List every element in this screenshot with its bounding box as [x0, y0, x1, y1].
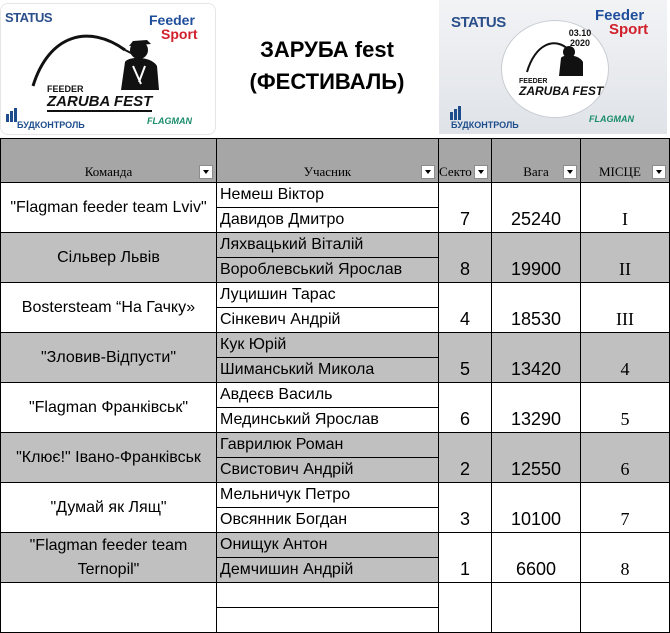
table-row: [1, 533, 670, 558]
empty-weight-cell[interactable]: [492, 583, 581, 633]
event-logo-name: ZARUBA FEST: [47, 93, 153, 110]
place-cell[interactable]: 6: [581, 433, 670, 483]
member-cell[interactable]: Мединський Ярослав: [217, 408, 439, 433]
column-header-team: [1, 139, 217, 183]
filter-dropdown-icon[interactable]: [199, 165, 213, 179]
empty-member-cell[interactable]: [217, 583, 439, 608]
event-logo-left: [0, 3, 216, 135]
place-cell[interactable]: III: [581, 283, 670, 333]
weight-cell[interactable]: 18530: [492, 283, 581, 333]
member-cell[interactable]: Авдеєв Василь: [217, 383, 439, 408]
weight-cell[interactable]: 13420: [492, 333, 581, 383]
sector-cell[interactable]: 4: [439, 283, 492, 333]
column-header-label: Секто: [439, 164, 472, 179]
filter-dropdown-icon[interactable]: [474, 165, 488, 179]
angler-icon: [525, 36, 587, 76]
event-logo-name: ZARUBA FEST: [519, 84, 604, 98]
empty-row: [1, 583, 670, 608]
member-cell[interactable]: Вороблевський Ярослав: [217, 258, 439, 283]
place-cell[interactable]: 7: [581, 483, 670, 533]
sector-cell[interactable]: 6: [439, 383, 492, 433]
sector-cell[interactable]: 7: [439, 183, 492, 233]
table-row: [1, 483, 670, 508]
place-cell[interactable]: 5: [581, 383, 670, 433]
empty-team-cell[interactable]: [1, 583, 217, 633]
member-cell[interactable]: Сінкевич Андрій: [217, 308, 439, 333]
team-cell[interactable]: Сільвер Львів: [1, 233, 217, 283]
place-cell[interactable]: 8: [581, 533, 670, 583]
empty-place-cell[interactable]: [581, 583, 670, 633]
column-header-place: [581, 139, 670, 183]
team-cell[interactable]: "Зловив-Відпусти": [1, 333, 217, 383]
table-row: [1, 433, 670, 458]
column-header-weight: [492, 139, 581, 183]
weight-cell[interactable]: 25240: [492, 183, 581, 233]
place-cell[interactable]: I: [581, 183, 670, 233]
empty-sector-cell[interactable]: [439, 583, 492, 633]
table-header-row: [1, 139, 670, 183]
results-table: [0, 138, 670, 633]
member-cell[interactable]: Немеш Віктор: [217, 183, 439, 208]
member-cell[interactable]: Шиманський Микола: [217, 358, 439, 383]
sector-cell[interactable]: 3: [439, 483, 492, 533]
filter-dropdown-icon[interactable]: [421, 165, 435, 179]
member-cell[interactable]: Овсянник Богдан: [217, 508, 439, 533]
team-cell[interactable]: "Flagman feeder team Lviv": [1, 183, 217, 233]
sector-cell[interactable]: 8: [439, 233, 492, 283]
feeder-sport-logo-feeder: Feeder: [595, 7, 645, 24]
budkontrol-icon: [449, 106, 463, 120]
table-row: [1, 383, 670, 408]
page-header: [0, 0, 670, 138]
feeder-sport-logo-sport: Sport: [161, 26, 198, 42]
column-header-member: [217, 139, 439, 183]
place-cell[interactable]: II: [581, 233, 670, 283]
budkontrol-logo: БУДКОНТРОЛЬ: [17, 120, 85, 130]
budkontrol-logo: БУДКОНТРОЛЬ: [451, 120, 519, 130]
feeder-sport-logo-feeder: Feeder: [149, 12, 195, 28]
page-title: [224, 34, 430, 98]
table-row: [1, 333, 670, 358]
event-logo-feeder: FEEDER: [519, 78, 548, 85]
sector-cell[interactable]: 1: [439, 533, 492, 583]
team-cell[interactable]: "Flagman Франківськ": [1, 383, 217, 433]
table-row: [1, 183, 670, 208]
title-line-2: (ФЕСТИВАЛЬ): [249, 69, 405, 94]
member-cell[interactable]: Онищук Антон: [217, 533, 439, 558]
weight-cell[interactable]: 19900: [492, 233, 581, 283]
member-cell[interactable]: Мельничук Петро: [217, 483, 439, 508]
member-cell[interactable]: Гаврилюк Роман: [217, 433, 439, 458]
status-logo: STATUS: [451, 14, 506, 31]
team-cell[interactable]: "Думай як Лящ": [1, 483, 217, 533]
status-logo: STATUS: [5, 10, 53, 25]
column-header-label: Команда: [84, 164, 133, 179]
feeder-sport-logo-sport: Sport: [609, 21, 649, 38]
weight-cell[interactable]: 12550: [492, 433, 581, 483]
filter-dropdown-icon[interactable]: [652, 165, 666, 179]
member-cell[interactable]: Демчишин Андрій: [217, 558, 439, 583]
event-logo-feeder: FEEDER: [47, 84, 84, 94]
column-header-sector: [439, 139, 492, 183]
table-row: [1, 283, 670, 308]
event-date-year: 2020: [569, 38, 591, 48]
member-cell[interactable]: Луцишин Тарас: [217, 283, 439, 308]
filter-dropdown-icon[interactable]: [563, 165, 577, 179]
sector-cell[interactable]: 5: [439, 333, 492, 383]
title-line-1: ЗАРУБА fest: [260, 37, 394, 62]
team-cell[interactable]: "Клює!" Івано-Франківськ: [1, 433, 217, 483]
table-row: [1, 233, 670, 258]
member-cell[interactable]: Кук Юрій: [217, 333, 439, 358]
sector-cell[interactable]: 2: [439, 433, 492, 483]
member-cell[interactable]: Свистович Андрій: [217, 458, 439, 483]
weight-cell[interactable]: 6600: [492, 533, 581, 583]
event-date-day: 03.10: [568, 28, 592, 38]
place-cell[interactable]: 4: [581, 333, 670, 383]
weight-cell[interactable]: 13290: [492, 383, 581, 433]
member-cell[interactable]: Ляхвацький Віталій: [217, 233, 439, 258]
event-logo-right: [439, 0, 667, 134]
flagman-logo: FLAGMAN: [147, 116, 192, 126]
team-cell[interactable]: Bostersteam “На Гачку»: [1, 283, 217, 333]
column-header-label: Вага: [523, 164, 549, 179]
column-header-label: МІСЦЕ: [599, 164, 641, 179]
team-cell[interactable]: "Flagman feeder team Ternopil": [1, 533, 217, 583]
member-cell[interactable]: Давидов Дмитро: [217, 208, 439, 233]
weight-cell[interactable]: 10100: [492, 483, 581, 533]
flagman-logo: FLAGMAN: [589, 114, 634, 124]
column-header-label: Учасник: [303, 164, 352, 179]
